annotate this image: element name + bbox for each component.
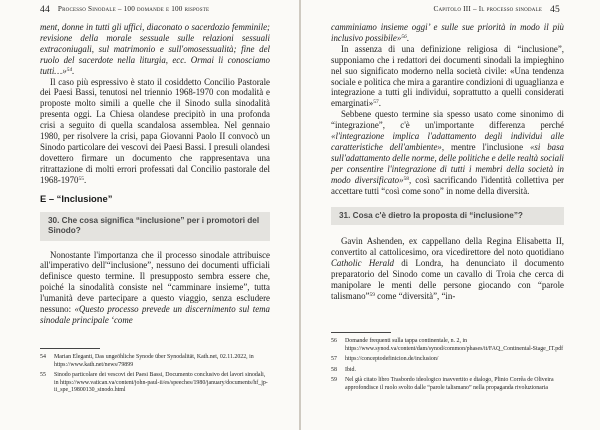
left-running-head: Processo Sinodale – 100 domande e 100 risposte (57, 5, 210, 13)
footnote-ref-57[interactable]: 57 (373, 99, 379, 106)
left-paragraph-2: Il caso più espressivo è stato il cosiddetto Concilio Pastorale dei Paesi Bassi, tenutosi nel triennio 1968-1970 con modalità e proposte molto simili a quelle che il Sinodo sulla sinodalità presenta oggi. La Chiesa olandese precipitò in una profonda crisi a seguito di quella scandalosa assemblea. Nel gennaio 1980, per risolvere la crisi, papa Giovanni Paolo II convocò un Sinodo particolare dei vescovi dei Paesi Bassi. I presuli olandesi dovettero firmare un documento che rappresentava una ritrattazione di molti errori professati dal Concilio pastorale del 1968-1970$^{55}$. (40, 76, 270, 185)
footnote-ref-56[interactable]: 56 (401, 33, 407, 40)
footnote-ref-59[interactable]: 59 (369, 291, 375, 298)
footnote-text: Ibid. (345, 366, 356, 373)
left-body-text (40, 22, 270, 326)
right-body-text (331, 22, 564, 301)
right-paragraph-3-quote-1: «l'integrazione implica l'adattamento degli individui alle caratteristiche dell'ambiente» (331, 131, 564, 152)
footnote-text: Marian Eleganti, Das ungeöhliche Synode über Synodalität, Kath.net, 02.11.2022, in https://www.kath.net/news/79899 (54, 354, 254, 368)
newspaper-name: Catholic Herald (331, 257, 394, 268)
right-paragraph-1-text: camminiamo insieme oggi’ e sulle sue priorità in modo il più inclusivo possibile» (331, 22, 564, 43)
right-page-number: 45 (550, 5, 560, 15)
left-footnotes (40, 348, 270, 398)
right-paragraph-2-text: In assenza di una definizione religiosa di “inclusione”, supponiamo che i redattori dei documenti sinodali la impieghino nel suo significato moderno nella società civile: «Una tendenza sociale e politica che mira a garantire condizioni di uguaglianza e integrazione a tutti gli individui, soprattutto a quelli considerati emarginati» (331, 43, 564, 109)
right-paragraph-1: camminiamo insieme oggi’ e sulle sue priorità in modo il più inclusivo possibile»$^{56}$. (331, 22, 564, 43)
left-running-header (40, 5, 209, 15)
footnote-ref-54[interactable]: 54 (66, 66, 73, 73)
right-paragraph-3-quote-2: «si basa sull'adattamento delle norme, delle politiche e delle realtà sociali per consentire l'integrazione di tutti i membri della società in modo diversificato» (331, 141, 565, 185)
left-page (0, 0, 299, 430)
footnote-number: 59 (331, 377, 337, 384)
right-running-head: Capitolo III – Il processo sinodale (433, 5, 543, 13)
left-paragraph-1-text: ment, donne in tutti gli uffici, diaconato o sacerdozio femminile; revisione della morale sessuale sulle relazioni sessuali extraconiugali, sul matrimonio e sull'omosessualità; fine del ruolo del sacerdote nella liturgia, ecc. Ormai li conosciamo tutti…» (40, 22, 270, 76)
footnote-57 (331, 356, 564, 364)
right-paragraph-4-text-3: come “diversità”, “in- (374, 290, 456, 301)
footnote-text: https://conceptodefinicion.de/inclusion/ (345, 356, 439, 363)
question-31-box: 31. Cosa c'è dietro la proposta di “inclusione”? (331, 207, 564, 226)
footnote-number: 57 (331, 356, 337, 363)
section-heading: E – “Inclusione” (40, 192, 113, 204)
footnote-text: Nel già citato libro Trasbordo ideologico inavvertito e dialogo, Plinio Corrêa de Oliveira approfondisce il ruolo svolto dalle “parole talismano” nella propaganda rivoluzionaria (345, 377, 554, 391)
footnote-number: 55 (40, 372, 46, 379)
left-page-number: 44 (40, 5, 50, 15)
footnote-59 (331, 377, 564, 392)
footnote-rule (331, 332, 391, 333)
footnote-number: 56 (331, 338, 337, 344)
footnote-text: Domande frequenti sulla tappa continentale, n. 2, in https://www.synod.va/content/dam/synod/common/phases/it/FAQ_Continental-Stage_IT.pdf (345, 338, 564, 352)
footnote-56 (331, 338, 564, 353)
right-paragraph-3-text: Sebbene questo termine sia spesso usato come sinonimo di “integrazione”, c'è un'importante differenza perché (331, 109, 564, 131)
footnote-55 (40, 372, 270, 395)
right-paragraph-4-text: Gavin Ashenden, ex cappellano della Regina Elisabetta II, convertito al cattolicesimo, ora vicedirettore del noto quotidiano (331, 236, 564, 257)
footnote-58 (331, 367, 564, 375)
right-paragraph-2: In assenza di una definizione religiosa di “inclusione”, supponiamo che i redattori dei documenti sinodali la impieghino nel suo significato moderno nella società civile: «Una tendenza sociale e politica che mira a garantire condizioni di uguaglianza e integrazione a tutti gli individui, soprattutto a quelli considerati emarginati»$^{57}$. (331, 43, 564, 109)
footnote-number: 58 (331, 366, 337, 373)
right-paragraph-3-text-3: , così sacrificando l'identità collettiva per accettare tutti “così come sono” in nome della diversità. (331, 174, 565, 196)
footnote-54 (40, 354, 270, 369)
right-paragraph-4 (331, 236, 564, 301)
left-paragraph-3-quote: «Questo processo prevede un discernimento sul tema sinodale principale ‘come (40, 304, 270, 325)
right-footnotes (331, 332, 564, 396)
right-paragraph-3 (331, 109, 564, 196)
left-paragraph-1: ment, donne in tutti gli uffici, diaconato o sacerdozio femminile; revisione della morale sessuale sulle relazioni sessuali extraconiugali, sul matrimonio e sull'omosessualità; fine del ruolo del sacerdote nella liturgia, ecc. Ormai li conosciamo tutti…»$^{54}$. (40, 22, 270, 76)
left-paragraph-3-text: Nonostante l'importanza che il processo sinodale attribuisce all'imperativo dell'“inclusione”, nessuno dei documenti ufficiali definisce questo termine. Il presupposto sembra essere che, poiché la sinodalità consiste nel “camminare insieme”, tutta l'umanità deve partecipare a questo viaggio, senza escludere nessuno: (40, 249, 270, 315)
right-paragraph-4-text-2: di Londra, ha denunciato il documento preparatorio del Sinodo come un cavallo di Troia che cerca di manipolare le menti delle persone giocando con “parole talismano” (331, 257, 564, 301)
footnote-rule (40, 348, 100, 349)
footnote-ref-55[interactable]: 55 (78, 175, 84, 182)
left-paragraph-2-text: Il caso più espressivo è stato il cosiddetto Concilio Pastorale dei Paesi Bassi, tenutosi nel triennio 1968-1970 con modalità e proposte molto simili a quelle che il Sinodo sulla sinodalità presenta oggi. La Chiesa olandese precipitò in una profonda crisi a seguito di quella scandalosa assemblea. Nel gennaio 1980, per risolvere la crisi, papa Giovanni Paolo II convocò un Sinodo particolare dei vescovi dei Paesi Bassi. I presuli olandesi dovettero firmare un documento che rappresentava una ritrattazione di molti errori professati dal Concilio pastorale del 1968-1970 (40, 76, 270, 185)
right-paragraph-3-text-2: , mentre l'inclusione (441, 141, 530, 152)
footnote-ref-58[interactable]: 58 (403, 175, 410, 182)
footnote-text: Sinodo particolare dei vescovi dei Paesi Bassi, Documento conclusivo dei lavori sinodali, in https://www.vatican.va/content/john-paul-ii/es/speeches/1980/january/documents/hf_jp-ii_spe_19800130_sinodo.html (54, 372, 268, 394)
right-running-header (434, 5, 561, 15)
question-30-box: 30. Che cosa significa “inclusione” per i promotori del Sinodo? (40, 212, 270, 241)
left-paragraph-3 (40, 250, 270, 326)
right-page (301, 0, 600, 430)
footnote-number: 54 (40, 354, 46, 360)
